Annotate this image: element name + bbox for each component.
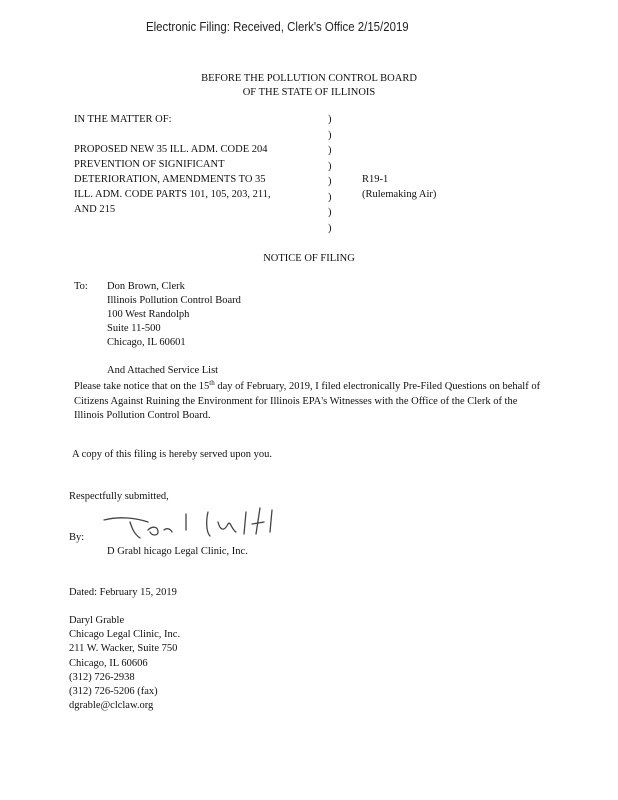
notice-title: NOTICE OF FILING bbox=[263, 253, 355, 264]
address-line: Don Brown, Clerk bbox=[107, 281, 185, 292]
paren: ) bbox=[328, 222, 332, 234]
notice-paragraph: Please take notice that on the 15th day of February, 2019, I filed electronically Pre-Filed Questions on behalf of Citizens Against Ruining the Environment for Illinois EPA's Witnesses with the Office of the Clerk of the Illinois Pollution Control Board. bbox=[74, 379, 541, 421]
service-paragraph: A copy of this filing is hereby served upon you. bbox=[72, 449, 273, 460]
caption-matter: IN THE MATTER OF: bbox=[74, 114, 172, 125]
contact-line: Chicago Legal Clinic, Inc. bbox=[69, 629, 181, 641]
contact-line: (312) 726-2938 bbox=[69, 671, 135, 683]
case-type: (Rulemaking Air) bbox=[362, 189, 437, 200]
to-label: To: bbox=[74, 281, 88, 292]
caption-line: PROPOSED NEW 35 ILL. ADM. CODE 204 bbox=[74, 144, 268, 155]
address-line: 100 West Randolph bbox=[107, 309, 190, 320]
recipient-address bbox=[107, 280, 241, 378]
board-header-line2: OF THE STATE OF ILLINOIS bbox=[242, 87, 376, 98]
case-info bbox=[362, 172, 436, 202]
handwritten-signature bbox=[100, 500, 300, 544]
paren: ) bbox=[328, 114, 332, 125]
attorney-contact-block bbox=[69, 614, 180, 713]
contact-email: dgrable@clclaw.org bbox=[69, 700, 154, 712]
paren: ) bbox=[328, 145, 332, 156]
dated-line: Dated: February 15, 2019 bbox=[69, 587, 177, 598]
contact-line: Chicago, IL 60606 bbox=[69, 657, 148, 669]
caption-line: AND 215 bbox=[74, 204, 116, 215]
attached-service-list: And Attached Service List bbox=[107, 365, 219, 376]
ordinal-suffix: th bbox=[209, 379, 215, 387]
caption-line: DETERIORATION, AMENDMENTS TO 35 bbox=[74, 174, 266, 185]
contact-line: Daryl Grable bbox=[69, 615, 125, 626]
filing-stamp: Electronic Filing: Received, Clerk's Office 2/15/2019 bbox=[146, 19, 409, 34]
board-header-line1: BEFORE THE POLLUTION CONTROL BOARD bbox=[201, 73, 417, 84]
signer-line: D Grabl hicago Legal Clinic, Inc. bbox=[107, 546, 248, 557]
case-number: R19-1 bbox=[362, 174, 389, 185]
address-line: Chicago, IL 60601 bbox=[107, 337, 186, 348]
paren: ) bbox=[328, 191, 332, 203]
paren: ) bbox=[328, 129, 332, 141]
contact-line: 211 W. Wacker, Suite 750 bbox=[69, 643, 178, 655]
caption-line: PREVENTION OF SIGNIFICANT bbox=[74, 159, 225, 170]
closing-respectfully: Respectfully submitted, bbox=[69, 491, 169, 502]
case-caption bbox=[74, 112, 271, 217]
address-line: Illinois Pollution Control Board bbox=[107, 295, 241, 306]
by-label: By: bbox=[69, 532, 85, 543]
caption-parentheses bbox=[328, 112, 332, 236]
address-line: Suite 11-500 bbox=[107, 323, 161, 334]
contact-line: (312) 726-5206 (fax) bbox=[69, 686, 158, 698]
paren: ) bbox=[328, 176, 332, 187]
paren: ) bbox=[328, 160, 332, 172]
paren: ) bbox=[328, 207, 332, 218]
caption-line: ILL. ADM. CODE PARTS 101, 105, 203, 211, bbox=[74, 189, 271, 200]
